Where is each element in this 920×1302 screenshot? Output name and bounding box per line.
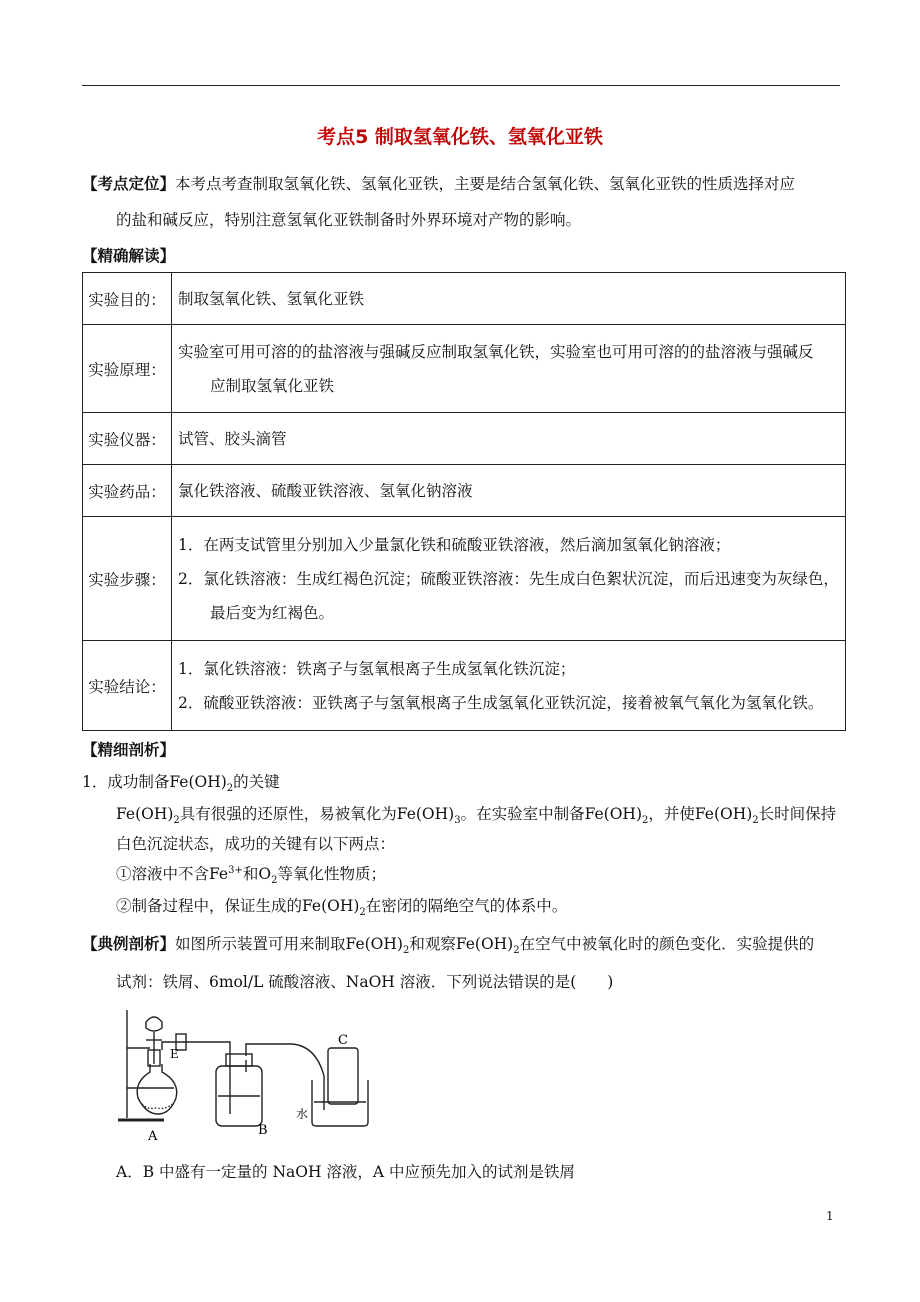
flask-a-iron: [142, 1104, 172, 1109]
positioning-tag: 【考点定位】: [82, 175, 176, 193]
positioning-text-2: 的盐和碱反应，特别注意氢氧化亚铁制备时外界环境对产物的影响。: [116, 211, 582, 229]
text-fragment: ①溶液中不含: [116, 865, 210, 883]
formula-fe-oh: Fe(OH): [345, 935, 403, 953]
table-row: [83, 641, 846, 731]
label-a: A: [148, 1129, 158, 1142]
text-fragment: 在密闭的隔绝空气的体系中。: [365, 897, 568, 915]
subscript-2: 2: [642, 815, 649, 827]
analysis-item-1: [82, 770, 280, 794]
analysis-point-1: [116, 862, 386, 886]
text-fragment: ，并使: [648, 805, 695, 823]
water-trough: [312, 1080, 368, 1126]
subscript-2: 2: [271, 875, 278, 887]
flask-a: [137, 1064, 177, 1114]
subscript-2: 2: [752, 815, 759, 827]
formula-fe-oh: Fe(OH): [302, 897, 360, 915]
text-fragment: ②制备过程中，保证生成的: [116, 897, 303, 915]
positioning-line-1: [82, 172, 795, 194]
subscript-3: 3: [454, 815, 461, 827]
steps-label: 实验步骤：: [83, 517, 172, 641]
reagents-text: 氯化铁溶液、硫酸亚铁溶液、氢氧化钠溶液: [178, 481, 473, 500]
step-line-2: 2．氯化铁溶液：生成红褐色沉淀；硫酸亚铁溶液：先生成白色絮状沉淀，而后迅速变为灰绿色，: [178, 569, 839, 588]
page-title: 考点5 制取氢氧化铁、氢氧化亚铁: [317, 126, 603, 148]
positioning-text-1: 本考点考查制取氢氧化铁、氢氧化亚铁，主要是结合氢氧化铁、氢氧化亚铁的性质选择对应: [175, 175, 796, 193]
table-row: [83, 413, 846, 465]
table-row: [83, 325, 846, 413]
apparatus-figure: [118, 1006, 380, 1142]
analysis-paragraph-line-2: 白色沉淀状态，成功的关键有以下两点：: [116, 835, 396, 853]
purpose-text: 制取氢氧化铁、氢氧化亚铁: [178, 289, 365, 308]
subscript-2: 2: [359, 907, 366, 919]
formula-fe-oh: Fe(OH): [396, 805, 455, 823]
principle-label: 实验原理：: [83, 325, 172, 413]
purpose-label: 实验目的：: [83, 273, 172, 325]
analysis-heading: 【精细剖析】: [82, 741, 176, 759]
formula-fe-oh: Fe(OH): [169, 773, 227, 791]
principle-line-1: 实验室可用可溶的的盐溶液与强碱反应制取氢氧化铁，实验室也可用可溶的的盐溶液与强碱反: [178, 342, 814, 361]
text-fragment: 如图所示装置可用来制取: [175, 935, 346, 953]
table-row: [83, 273, 846, 325]
label-b: B: [258, 1123, 268, 1138]
principle-line-2: 应制取氢氧化亚铁: [210, 376, 335, 395]
label-c: C: [338, 1033, 348, 1048]
option-a: A．B 中盛有一定量的 NaOH 溶液，A 中应预先加入的试剂是铁屑: [116, 1163, 576, 1181]
table-row: [83, 465, 846, 517]
test-tube-c: [328, 1048, 358, 1104]
label-water: 水: [296, 1107, 309, 1121]
text-fragment: 。在实验室中制备: [460, 805, 585, 823]
text-fragment: 在空气中被氧化时的颜色变化．实验提供的: [519, 935, 815, 953]
subscript-2: 2: [402, 945, 410, 957]
reagents-label: 实验药品：: [83, 465, 172, 517]
text-fragment: 等氧化性物质；: [277, 865, 386, 883]
formula-fe-oh: Fe(OH): [584, 805, 642, 823]
text-fragment: 和观察: [409, 935, 456, 953]
step-line-3: 最后变为红褐色。: [210, 603, 335, 622]
header-rule: [82, 85, 840, 86]
subscript-2: 2: [226, 783, 234, 795]
text-fragment: 长时间保持: [758, 805, 837, 823]
subscript-2: 2: [173, 815, 180, 827]
formula-o: O: [258, 865, 272, 883]
formula-fe-oh: Fe(OH): [694, 805, 753, 823]
superscript-3plus: 3+: [228, 864, 243, 876]
example-line-1: [82, 932, 814, 956]
table-row: [83, 517, 846, 641]
analysis-item-1-suffix: 的关键: [233, 773, 280, 791]
dropping-funnel-bulb: [146, 1017, 162, 1031]
apparatus-label: 实验仪器：: [83, 413, 172, 465]
example-line-2: 试剂：铁屑、6mol/L 硫酸溶液、NaOH 溶液．下列说法错误的是( ): [116, 973, 614, 991]
experiment-table: [82, 272, 846, 731]
conclusion-line-1: 1．氯化铁溶液：铁离子与氢氧根离子生成氢氧化铁沉淀；: [178, 659, 576, 678]
analysis-paragraph-line-1: [116, 802, 836, 826]
conclusion-label: 实验结论：: [83, 641, 172, 731]
apparatus-text: 试管、胶头滴管: [178, 429, 287, 448]
analysis-point-2: [116, 894, 567, 918]
conclusion-line-2: 2．硫酸亚铁溶液：亚铁离子与氢氧根离子生成氢氧化亚铁沉淀，接着被氧气氧化为氢氧化铁。: [178, 693, 824, 712]
page-number: 1: [826, 1209, 834, 1223]
example-tag: 【典例剖析】: [82, 935, 176, 953]
reading-heading: 【精确解读】: [82, 247, 176, 265]
formula-fe-oh: Fe(OH): [116, 805, 174, 823]
formula-fe: Fe: [209, 865, 229, 883]
text-fragment: 具有很强的还原性，易被氧化为: [179, 805, 397, 823]
text-fragment: 和: [242, 865, 259, 883]
label-e: E: [170, 1047, 179, 1061]
subscript-2: 2: [513, 945, 520, 957]
formula-fe-oh: Fe(OH): [455, 935, 514, 953]
analysis-item-1-prefix: 1．成功制备: [82, 773, 170, 791]
step-line-1: 1．在两支试管里分别加入少量氯化铁和硫酸亚铁溶液，然后滴加氢氧化钠溶液；: [178, 535, 731, 554]
